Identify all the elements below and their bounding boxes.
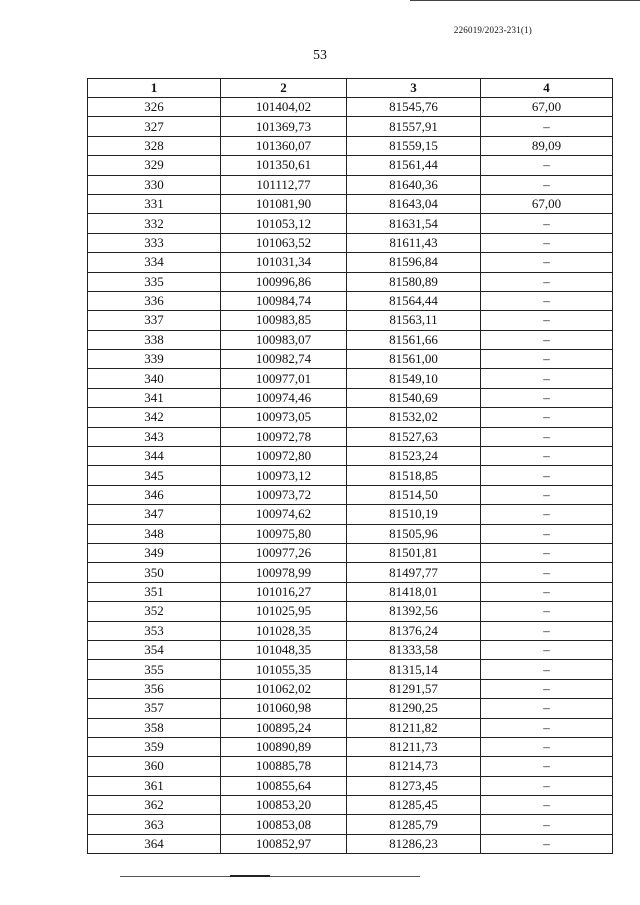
table-cell: 81333,58 bbox=[347, 640, 481, 659]
table-cell: – bbox=[481, 543, 613, 562]
table-cell: 81596,84 bbox=[347, 253, 481, 272]
table-row bbox=[88, 621, 613, 640]
table-cell: 101112,77 bbox=[221, 175, 347, 194]
table-cell: 331 bbox=[88, 194, 221, 213]
table-cell: 339 bbox=[88, 350, 221, 369]
table-cell: 81557,91 bbox=[347, 117, 481, 136]
table-cell: – bbox=[481, 447, 613, 466]
table-cell: – bbox=[481, 660, 613, 679]
table-cell: 100983,85 bbox=[221, 311, 347, 330]
table-cell: 101055,35 bbox=[221, 660, 347, 679]
table-row bbox=[88, 524, 613, 543]
table-cell: – bbox=[481, 253, 613, 272]
table-cell: – bbox=[481, 757, 613, 776]
table-row bbox=[88, 98, 613, 117]
table-cell: 327 bbox=[88, 117, 221, 136]
table-row bbox=[88, 253, 613, 272]
table-cell: 348 bbox=[88, 524, 221, 543]
table-cell: 363 bbox=[88, 815, 221, 834]
table-cell: 67,00 bbox=[481, 194, 613, 213]
table-cell: 81290,25 bbox=[347, 699, 481, 718]
table-cell: 100972,80 bbox=[221, 447, 347, 466]
footer-rule bbox=[120, 876, 420, 877]
table-cell: 101048,35 bbox=[221, 640, 347, 659]
table-cell: 100984,74 bbox=[221, 291, 347, 310]
table-cell: 81418,01 bbox=[347, 582, 481, 601]
table-row bbox=[88, 447, 613, 466]
table-cell: 101060,98 bbox=[221, 699, 347, 718]
table-cell: – bbox=[481, 427, 613, 446]
table-cell: 100890,89 bbox=[221, 737, 347, 756]
table-row bbox=[88, 350, 613, 369]
table-cell: 100973,72 bbox=[221, 485, 347, 504]
table-cell: 360 bbox=[88, 757, 221, 776]
table-cell: 101063,52 bbox=[221, 233, 347, 252]
table-cell: – bbox=[481, 796, 613, 815]
table-cell: 337 bbox=[88, 311, 221, 330]
table-cell: 81640,36 bbox=[347, 175, 481, 194]
table-cell: 67,00 bbox=[481, 98, 613, 117]
table-cell: 344 bbox=[88, 447, 221, 466]
table-cell: 101053,12 bbox=[221, 214, 347, 233]
table-cell: 81643,04 bbox=[347, 194, 481, 213]
table-cell: 362 bbox=[88, 796, 221, 815]
table-cell: 100885,78 bbox=[221, 757, 347, 776]
table-cell: – bbox=[481, 524, 613, 543]
table-cell: 356 bbox=[88, 679, 221, 698]
table-cell: – bbox=[481, 776, 613, 795]
table-cell: 338 bbox=[88, 330, 221, 349]
column-header: 4 bbox=[481, 79, 613, 98]
table-row bbox=[88, 330, 613, 349]
table-cell: – bbox=[481, 291, 613, 310]
table-cell: 101062,02 bbox=[221, 679, 347, 698]
table-cell: 340 bbox=[88, 369, 221, 388]
table-row bbox=[88, 214, 613, 233]
table-row bbox=[88, 194, 613, 213]
table-cell: 100974,46 bbox=[221, 388, 347, 407]
table-row bbox=[88, 602, 613, 621]
table-cell: 100853,08 bbox=[221, 815, 347, 834]
table-row bbox=[88, 815, 613, 834]
table-cell: 81497,77 bbox=[347, 563, 481, 582]
table-row bbox=[88, 699, 613, 718]
table-cell: 101016,27 bbox=[221, 582, 347, 601]
table-cell: – bbox=[481, 485, 613, 504]
table-cell: – bbox=[481, 737, 613, 756]
table-cell: 100978,99 bbox=[221, 563, 347, 582]
table-cell: 101404,02 bbox=[221, 98, 347, 117]
table-cell: 81214,73 bbox=[347, 757, 481, 776]
table-cell: 100895,24 bbox=[221, 718, 347, 737]
table-cell: 101369,73 bbox=[221, 117, 347, 136]
table-cell: 81561,44 bbox=[347, 156, 481, 175]
table-row bbox=[88, 291, 613, 310]
table-row bbox=[88, 776, 613, 795]
table-row bbox=[88, 737, 613, 756]
table-cell: – bbox=[481, 350, 613, 369]
table-cell: 81518,85 bbox=[347, 466, 481, 485]
table-row bbox=[88, 311, 613, 330]
table-cell: 100973,05 bbox=[221, 408, 347, 427]
table-cell: 345 bbox=[88, 466, 221, 485]
table-cell: 355 bbox=[88, 660, 221, 679]
table-row bbox=[88, 388, 613, 407]
table-cell: 326 bbox=[88, 98, 221, 117]
table-cell: 81564,44 bbox=[347, 291, 481, 310]
table-row bbox=[88, 485, 613, 504]
table-cell: 81631,54 bbox=[347, 214, 481, 233]
table-cell: 100855,64 bbox=[221, 776, 347, 795]
table-cell: – bbox=[481, 388, 613, 407]
table-cell: – bbox=[481, 834, 613, 853]
table-row bbox=[88, 175, 613, 194]
table-cell: 334 bbox=[88, 253, 221, 272]
table-body bbox=[88, 98, 613, 854]
table-cell: 81549,10 bbox=[347, 369, 481, 388]
table-cell: 81285,45 bbox=[347, 796, 481, 815]
table-cell: – bbox=[481, 330, 613, 349]
table-cell: – bbox=[481, 369, 613, 388]
table-cell: 361 bbox=[88, 776, 221, 795]
table-cell: 358 bbox=[88, 718, 221, 737]
table-cell: 81561,00 bbox=[347, 350, 481, 369]
table-cell: 100983,07 bbox=[221, 330, 347, 349]
table-cell: 353 bbox=[88, 621, 221, 640]
table-cell: 81285,79 bbox=[347, 815, 481, 834]
table-cell: – bbox=[481, 563, 613, 582]
table-cell: – bbox=[481, 311, 613, 330]
table-cell: 100977,26 bbox=[221, 543, 347, 562]
table-cell: – bbox=[481, 582, 613, 601]
table-cell: 350 bbox=[88, 563, 221, 582]
table-cell: 81514,50 bbox=[347, 485, 481, 504]
table-cell: – bbox=[481, 272, 613, 291]
table-cell: 100852,97 bbox=[221, 834, 347, 853]
table-cell: 81291,57 bbox=[347, 679, 481, 698]
table-cell: 354 bbox=[88, 640, 221, 659]
table-cell: 100974,62 bbox=[221, 505, 347, 524]
table-cell: 343 bbox=[88, 427, 221, 446]
table-cell: – bbox=[481, 505, 613, 524]
table-cell: 336 bbox=[88, 291, 221, 310]
table-cell: 330 bbox=[88, 175, 221, 194]
table-cell: 81532,02 bbox=[347, 408, 481, 427]
table-row bbox=[88, 796, 613, 815]
table-cell: 89,09 bbox=[481, 136, 613, 155]
table-cell: 81505,96 bbox=[347, 524, 481, 543]
table-cell: – bbox=[481, 466, 613, 485]
table-cell: 81392,56 bbox=[347, 602, 481, 621]
table-cell: 81580,89 bbox=[347, 272, 481, 291]
table-cell: – bbox=[481, 175, 613, 194]
table-cell: – bbox=[481, 815, 613, 834]
page-number: 53 bbox=[313, 48, 327, 63]
table-cell: 333 bbox=[88, 233, 221, 252]
column-header: 2 bbox=[221, 79, 347, 98]
table-cell: – bbox=[481, 214, 613, 233]
column-header: 3 bbox=[347, 79, 481, 98]
table-cell: 101031,34 bbox=[221, 253, 347, 272]
column-header: 1 bbox=[88, 79, 221, 98]
table-cell: 81286,23 bbox=[347, 834, 481, 853]
table-header-row bbox=[88, 79, 613, 98]
table-cell: 346 bbox=[88, 485, 221, 504]
table-row bbox=[88, 117, 613, 136]
table-cell: 351 bbox=[88, 582, 221, 601]
table-cell: 81273,45 bbox=[347, 776, 481, 795]
table-cell: – bbox=[481, 117, 613, 136]
table-cell: 100853,20 bbox=[221, 796, 347, 815]
table-cell: 100996,86 bbox=[221, 272, 347, 291]
document-id: 226019/2023-231(1) bbox=[453, 25, 532, 35]
table-cell: – bbox=[481, 621, 613, 640]
table-row bbox=[88, 834, 613, 853]
table-cell: 81545,76 bbox=[347, 98, 481, 117]
table-cell: 81510,19 bbox=[347, 505, 481, 524]
table-row bbox=[88, 543, 613, 562]
table-cell: 101350,61 bbox=[221, 156, 347, 175]
table-cell: 81527,63 bbox=[347, 427, 481, 446]
table-row bbox=[88, 272, 613, 291]
table-cell: – bbox=[481, 718, 613, 737]
table-cell: 100975,80 bbox=[221, 524, 347, 543]
table-cell: 81559,15 bbox=[347, 136, 481, 155]
table-cell: 101025,95 bbox=[221, 602, 347, 621]
table-cell: 81211,73 bbox=[347, 737, 481, 756]
table-cell: 347 bbox=[88, 505, 221, 524]
table-cell: 352 bbox=[88, 602, 221, 621]
table-cell: 81611,43 bbox=[347, 233, 481, 252]
table-row bbox=[88, 718, 613, 737]
table-cell: 357 bbox=[88, 699, 221, 718]
table-row bbox=[88, 156, 613, 175]
table-cell: 335 bbox=[88, 272, 221, 291]
table-cell: 100977,01 bbox=[221, 369, 347, 388]
table-cell: 332 bbox=[88, 214, 221, 233]
table-cell: 81376,24 bbox=[347, 621, 481, 640]
table-cell: 101081,90 bbox=[221, 194, 347, 213]
table-cell: 342 bbox=[88, 408, 221, 427]
table-cell: 329 bbox=[88, 156, 221, 175]
table-row bbox=[88, 679, 613, 698]
table-cell: 349 bbox=[88, 543, 221, 562]
table-cell: – bbox=[481, 233, 613, 252]
table-cell: – bbox=[481, 408, 613, 427]
coordinates-table bbox=[87, 78, 613, 854]
table-row bbox=[88, 233, 613, 252]
table-cell: 81523,24 bbox=[347, 447, 481, 466]
top-rule bbox=[410, 0, 640, 1]
table-cell: 81540,69 bbox=[347, 388, 481, 407]
table-row bbox=[88, 640, 613, 659]
table-cell: 100972,78 bbox=[221, 427, 347, 446]
table-row bbox=[88, 582, 613, 601]
footer-rule-mark bbox=[230, 875, 270, 877]
table-cell: – bbox=[481, 679, 613, 698]
table-cell: 81501,81 bbox=[347, 543, 481, 562]
table-row bbox=[88, 757, 613, 776]
table-cell: 100973,12 bbox=[221, 466, 347, 485]
table-cell: 341 bbox=[88, 388, 221, 407]
table-row bbox=[88, 136, 613, 155]
table-cell: 359 bbox=[88, 737, 221, 756]
table-row bbox=[88, 369, 613, 388]
table-row bbox=[88, 466, 613, 485]
table-cell: – bbox=[481, 602, 613, 621]
table-cell: 328 bbox=[88, 136, 221, 155]
table-row bbox=[88, 408, 613, 427]
table-cell: 81563,11 bbox=[347, 311, 481, 330]
table-cell: 81315,14 bbox=[347, 660, 481, 679]
table-cell: – bbox=[481, 156, 613, 175]
table-cell: 100982,74 bbox=[221, 350, 347, 369]
table-row bbox=[88, 563, 613, 582]
table-cell: 81561,66 bbox=[347, 330, 481, 349]
table-cell: – bbox=[481, 640, 613, 659]
table-cell: 364 bbox=[88, 834, 221, 853]
table-row bbox=[88, 660, 613, 679]
table-cell: 101028,35 bbox=[221, 621, 347, 640]
table-row bbox=[88, 427, 613, 446]
table-row bbox=[88, 505, 613, 524]
table-cell: 81211,82 bbox=[347, 718, 481, 737]
table-cell: – bbox=[481, 699, 613, 718]
table-cell: 101360,07 bbox=[221, 136, 347, 155]
